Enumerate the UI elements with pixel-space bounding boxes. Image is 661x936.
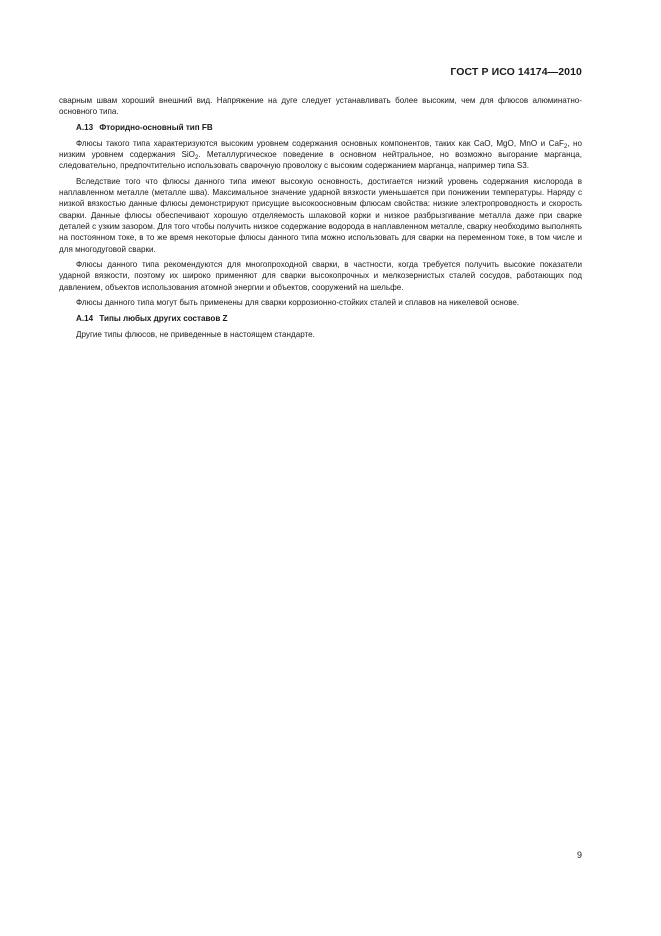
text-segment: , но низким уровнем содержания SiO	[59, 138, 582, 160]
subscript: 2	[563, 143, 568, 150]
standard-id-header: ГОСТ Р ИСО 14174—2010	[450, 66, 582, 78]
paragraph-fb-applications: Флюсы данного типа рекомендуются для многопроходной сварки, в частности, когда требуется получить высокие показатели ударной вязкости, поэтому их широко применяют для сварки высокопрочных и мелкозернистых сталей сосудов, работающих под давлением, объектов использования атомной энергии и объектов, сооружений на шельфе.	[59, 260, 582, 292]
paragraph-fb-composition	[59, 138, 582, 172]
section-title: Типы любых других составов Z	[99, 313, 228, 323]
section-heading-a14	[59, 313, 582, 324]
paragraph-fb-properties: Вследствие того что флюсы данного типа имеют высокую основность, достигается низкий уровень содержания кислорода в наплавленном металле (металле шва). Максимальное значение ударной вязкости уменьшается при понижении температуры. Наряду с низкой вязкостью данные флюсы демонстрируют присущие высокоосновным флюсам свойства: низкие электропроводность и скорость сварки. Данные флюсы обеспечивают хорошую отделяемость шлаковой корки и низкое разбрызгивание металла даже при сварке деталей с узким зазором. Для того чтобы получить низкое содержание водорода в наплавленном металле, сварку необходимо выполнять на постоянном токе, в то же время некоторые флюсы данного типа можно использовать для сварки на переменном токе, в том числе и для многодуговой сварки.	[59, 176, 582, 254]
section-title: Фторидно-основный тип FB	[99, 122, 213, 132]
section-heading-a13	[59, 122, 582, 133]
paragraph-z-other: Другие типы флюсов, не приведенные в настоящем стандарте.	[76, 329, 315, 339]
document-body	[59, 95, 582, 344]
intro-paragraph: сварным швам хороший внешний вид. Напряжение на дуге следует устанавливать более высоким, чем для флюсов алюминатно-основного типа.	[59, 96, 582, 117]
section-number: А.14	[76, 313, 94, 323]
text-segment: . Металлургическое поведение в основном нейтральное, но возможно выгорание марганца, следовательно, предпочтительно использовать сварочную проволоку с высоким содержанием марганца, например типа S3.	[59, 150, 583, 171]
section-number: А.13	[76, 122, 94, 132]
subscript: 2	[194, 155, 199, 162]
paragraph-fb-stainless: Флюсы данного типа могут быть применены для сварки коррозионно-стойких сталей и сплавов на никелевой основе.	[76, 298, 520, 308]
page-number: 9	[576, 850, 582, 860]
text-segment: Флюсы такого типа характеризуются высоким уровнем содержания основных компонентов, таких как CaO, MgO, MnO и CaF	[76, 138, 564, 148]
